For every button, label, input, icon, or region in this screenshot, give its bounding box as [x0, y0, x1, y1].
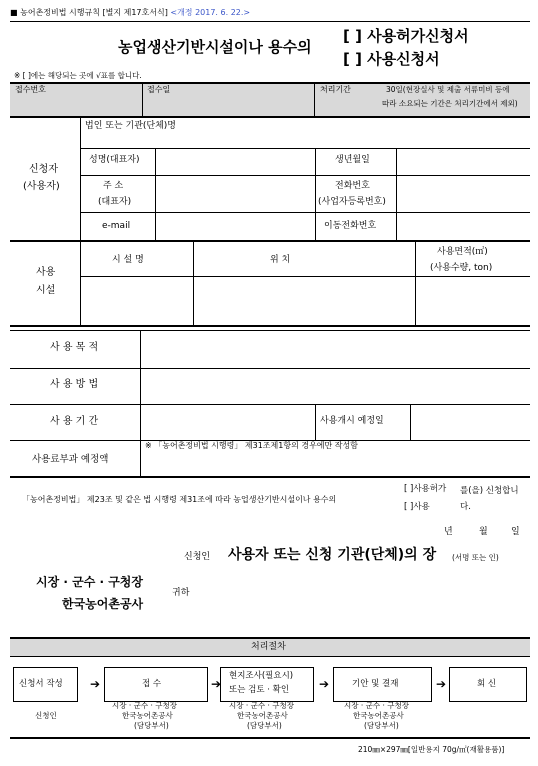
receipt-no-label: 접수번호 [15, 85, 46, 94]
applicant-section-label: 신청자 [29, 164, 58, 175]
signature-note: (서명 또는 인) [452, 553, 499, 562]
period-value-2: 따라 소요되는 기간은 처리기간에서 제외) [382, 99, 518, 108]
org-name-label: 법인 또는 기관(단체)명 [85, 121, 176, 131]
applicant-vdivider-4 [396, 148, 397, 240]
facility-area-label: 사용면적(㎡) [437, 247, 488, 257]
facility-vdivider-3 [415, 242, 416, 325]
signature-name: 사용자 또는 신청 기관(단체)의 장 [228, 547, 437, 563]
usage-top-rule [10, 330, 530, 331]
applicant-rule-1 [80, 148, 530, 149]
purpose-label: 사 용 목 적 [50, 342, 99, 353]
usage-vdivider [140, 330, 141, 476]
procedure-title: 처리절차 [251, 642, 286, 652]
birth-field[interactable] [398, 150, 528, 173]
address-label-2: (대표자) [98, 197, 132, 207]
facility-location-label: 위 치 [270, 255, 291, 265]
applicant-section-label-2: (사용자) [23, 181, 60, 192]
name-label: 성명(대표자) [89, 155, 140, 165]
facility-bottom-rule [10, 325, 530, 327]
page-title: 농업생산기반시설이나 용수의 [118, 38, 312, 56]
applicant-vdivider-2 [155, 148, 156, 240]
receipt-divider-1 [142, 83, 143, 116]
step-apply-label: 신청서 작성 [19, 679, 63, 689]
step-approve-sub-3: (담당부서) [364, 721, 399, 730]
step-receive-sub-3: (담당부서) [134, 721, 169, 730]
recipient-suffix: 귀하 [172, 588, 190, 598]
title-option-use[interactable]: [ ] 사용신청서 [343, 50, 440, 68]
step-inspect-sub-1: 시장 · 군수 · 구청장 [229, 701, 295, 710]
fee-field[interactable] [142, 454, 528, 474]
statement-text: 「농어촌정비법」 제23조 및 같은 법 시행령 제31조에 따라 농업생산기반시설이나 용수의 [22, 495, 337, 504]
facility-section-label: 사용 [36, 267, 56, 278]
receipt-bottom-rule [10, 116, 530, 118]
usage-bottom-rule [10, 476, 530, 478]
applicant-rule-2 [80, 175, 530, 176]
phone-label: 전화번호 [335, 181, 370, 191]
facility-rule-1 [80, 276, 530, 277]
applicant-rule-3 [80, 212, 530, 213]
form-number: [별지 제17호서식] [102, 8, 168, 17]
paper-spec: 210㎜×297㎜[일반용지 70g/㎡(재활용품)] [358, 745, 505, 754]
step-approve-sub-2: 한국농어촌공사 [353, 711, 404, 720]
facility-name-field[interactable] [82, 278, 191, 323]
step-apply-sub: 신청인 [35, 711, 57, 720]
receipt-top-rule [10, 82, 530, 84]
step-inspect-label-2: 또는 검토 · 확인 [229, 685, 290, 695]
statement-suffix-2: 다. [460, 502, 471, 512]
fee-note: ※ 「농어촌정비법 시행령」 제31조제1항의 경우에만 작성함 [145, 441, 358, 450]
arrow-1-icon: ➔ [90, 677, 101, 691]
facility-location-field[interactable] [195, 278, 413, 323]
date-month-label: 월 [479, 527, 488, 537]
step-reply-label: 회 신 [477, 679, 497, 689]
step-inspect-label-1: 현지조사(필요시) [229, 671, 294, 681]
fee-label: 사용료부과 예정액 [32, 454, 109, 465]
start-date-label: 사용개시 예정일 [320, 416, 384, 426]
procedure-bottom-rule [10, 737, 530, 739]
revision-date: <개정 2017. 6. 22.> [170, 8, 251, 17]
usage-vdivider-3 [410, 404, 411, 440]
arrow-2-icon: ➔ [211, 677, 222, 691]
recipient-line-1: 시장 · 군수 · 구청장 [36, 575, 143, 589]
purpose-field[interactable] [142, 332, 528, 366]
step-inspect-sub-3: (담당부서) [247, 721, 282, 730]
statement-option-permit[interactable]: [ ]사용허가 [404, 484, 447, 494]
signature-label: 신청인 [184, 552, 211, 562]
period-value-1: 30일(현장실사 및 제출 서류미비 등에 [386, 85, 510, 94]
phone-label-2: (사업자등록번호) [318, 197, 386, 207]
method-field[interactable] [142, 370, 528, 402]
check-note: ※ [ ]에는 해당되는 곳에 √표를 합니다. [14, 71, 142, 80]
arrow-4-icon: ➔ [436, 677, 447, 691]
applicant-bottom-rule [10, 240, 530, 242]
birth-label: 생년월일 [335, 155, 370, 165]
date-day-label: 일 [511, 527, 520, 537]
email-field[interactable] [157, 214, 313, 238]
step-approve-label: 기안 및 결재 [352, 679, 399, 689]
step-receive-sub-2: 한국농어촌공사 [122, 711, 173, 720]
facility-vdivider-2 [193, 242, 194, 325]
step-approve-sub-1: 시장 · 군수 · 구청장 [344, 701, 410, 710]
facility-area-field[interactable] [417, 278, 528, 323]
form-header: ■ 농어촌정비법 시행규칙 [별지 제17호서식] <개정 2017. 6. 22.> [10, 8, 251, 17]
step-inspect-sub-2: 한국농어촌공사 [237, 711, 288, 720]
date-year-label: 년 [444, 527, 453, 537]
mobile-field[interactable] [398, 214, 528, 238]
header-rule [10, 21, 530, 22]
address-label: 주 소 [103, 181, 124, 191]
period-label: 처리기간 [320, 85, 351, 94]
receipt-divider-2 [314, 83, 315, 116]
statement-option-use[interactable]: [ ]사용 [404, 502, 430, 512]
facility-name-label: 시 설 명 [112, 255, 144, 265]
start-date-field[interactable] [412, 406, 528, 438]
recipient-line-2: 한국농어촌공사 [62, 597, 144, 611]
facility-vdivider [80, 242, 81, 325]
step-receive-label: 접 수 [142, 679, 162, 689]
applicant-vdivider-3 [315, 148, 316, 240]
period-use-label: 사 용 기 간 [50, 416, 99, 427]
org-name-field[interactable] [210, 120, 520, 144]
phone-field[interactable] [398, 177, 528, 210]
statement-suffix: 를(을) 신청합니 [460, 486, 519, 496]
law-name: 농어촌정비법 시행규칙 [20, 8, 100, 17]
usage-rule-2 [10, 404, 530, 405]
facility-section-label-2: 시설 [36, 285, 56, 296]
name-field[interactable] [157, 150, 313, 173]
method-label: 사 용 방 법 [50, 379, 99, 390]
step-receive-sub-1: 시장 · 군수 · 구청장 [112, 701, 178, 710]
usage-vdivider-2 [315, 404, 316, 440]
usage-rule-1 [10, 368, 530, 369]
mobile-label: 이동전화번호 [324, 221, 377, 231]
applicant-vdivider [80, 117, 81, 240]
email-label: e-mail [102, 221, 131, 231]
title-option-permit[interactable]: [ ] 사용허가신청서 [343, 27, 469, 45]
period-use-field[interactable] [142, 406, 313, 438]
receipt-date-label: 접수일 [147, 85, 171, 94]
address-field[interactable] [157, 177, 313, 210]
facility-area-label-2: (사용수량, ton) [430, 263, 493, 273]
arrow-3-icon: ➔ [319, 677, 330, 691]
